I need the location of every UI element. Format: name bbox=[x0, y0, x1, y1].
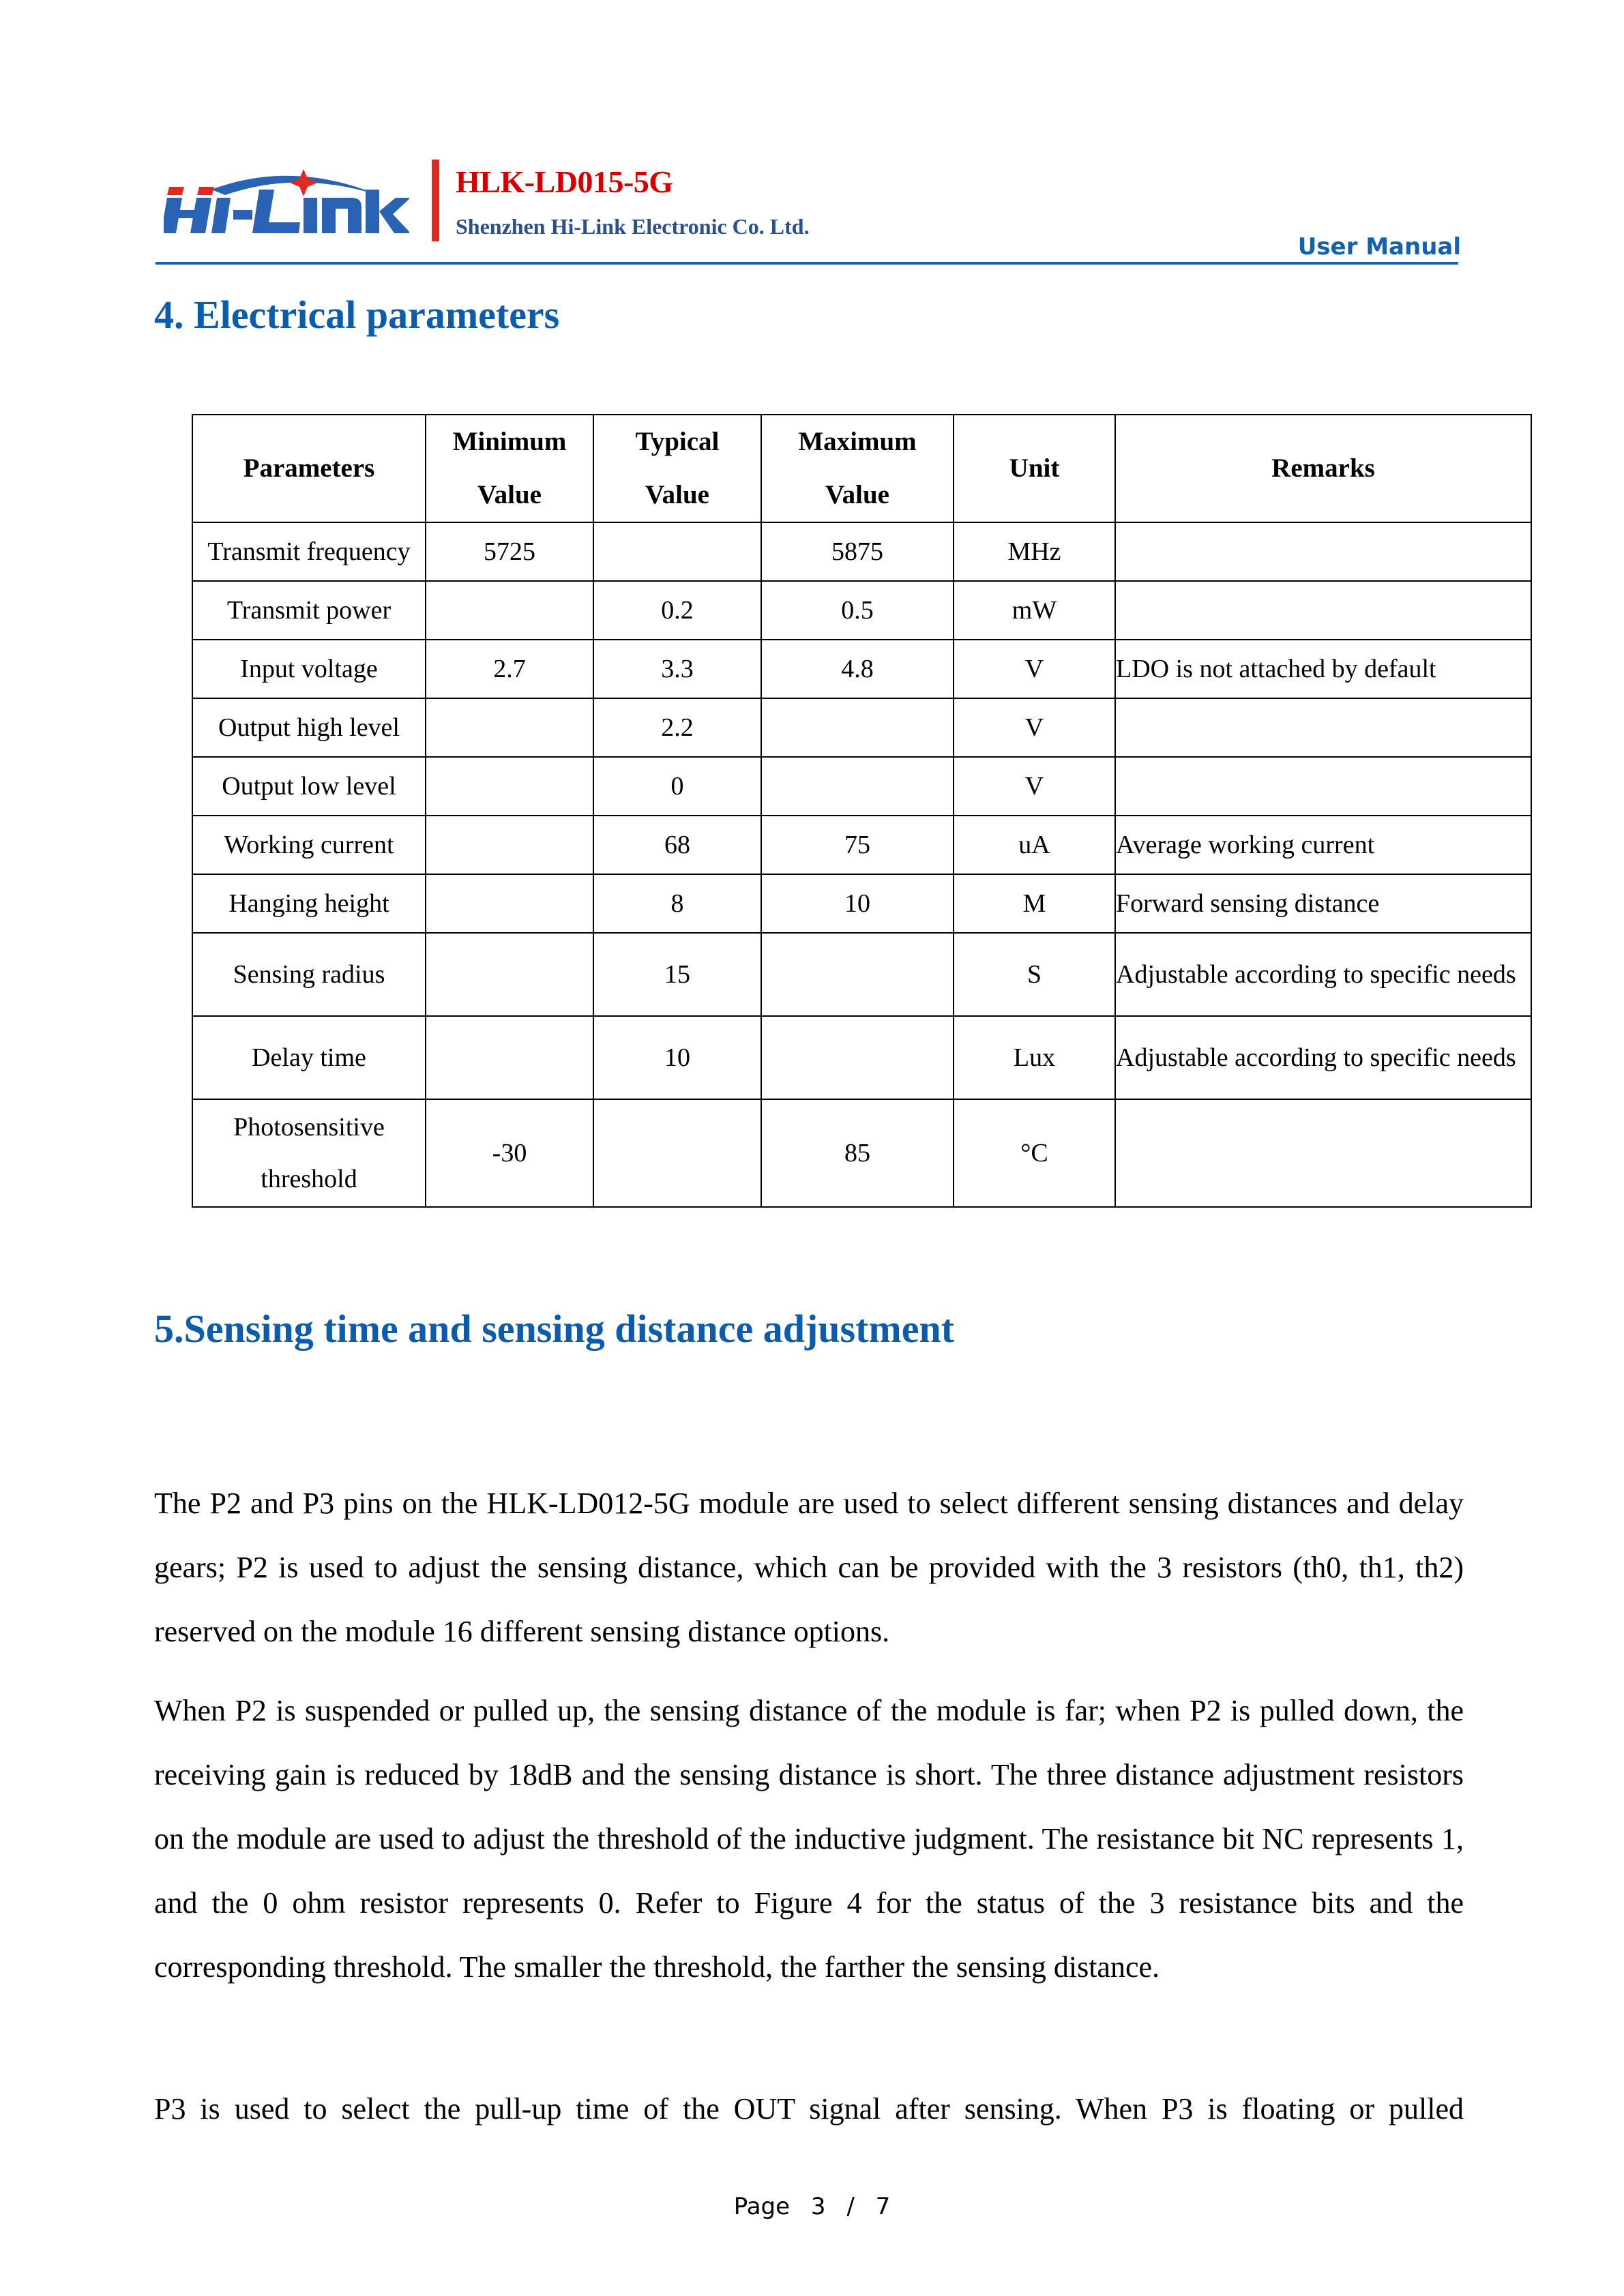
page-header bbox=[156, 154, 1461, 263]
cell-remarks: Average working current bbox=[1115, 816, 1531, 874]
cell-remarks: Forward sensing distance bbox=[1115, 874, 1531, 933]
header-rule bbox=[156, 262, 1458, 265]
cell-min bbox=[426, 933, 593, 1016]
cell-max: 5875 bbox=[761, 522, 954, 581]
paragraph: When P2 is suspended or pulled up, the sensing distance of the module is far; when P2 is pulled down, the receiving gain is reduced by 18dB and the sensing distance is short. The three distance adjustment resistors on the module are used to adjust the threshold of the inductive judgment. The resistance bit NC represents 1, and the 0 ohm resistor represents 0. Refer to Figure 4 for the status of the 3 resistance bits and the corresponding threshold. The smaller the threshold, the farther the sensing distance. bbox=[154, 1694, 1464, 1984]
table-row bbox=[192, 581, 1531, 640]
paragraph: The P2 and P3 pins on the HLK-LD012-5G module are used to select different sensing distances and delay gears; P2 is used to adjust the sensing distance, which can be provided with the 3 resistors (th0, th1, th2) reserved on the module 16 different sensing distance options. bbox=[154, 1487, 1464, 1648]
page-separator: / bbox=[846, 2193, 855, 2220]
cell-parameter: Transmit power bbox=[192, 581, 426, 640]
page-label: Page bbox=[733, 2193, 791, 2220]
cell-max: 10 bbox=[761, 874, 954, 933]
cell-parameter: Output high level bbox=[192, 698, 426, 757]
cell-min bbox=[426, 1016, 593, 1099]
table-row bbox=[192, 816, 1531, 874]
cell-max bbox=[761, 1016, 954, 1099]
header-typ-line2: Value bbox=[645, 480, 709, 509]
cell-remarks: Adjustable according to specific needs bbox=[1115, 1016, 1531, 1099]
cell-unit: V bbox=[954, 698, 1115, 757]
cell-remarks: LDO is not attached by default bbox=[1115, 640, 1531, 698]
header-min-line2: Value bbox=[477, 480, 542, 509]
cell-remarks: Adjustable according to specific needs bbox=[1115, 933, 1531, 1016]
page-current: 3 bbox=[810, 2193, 826, 2220]
product-name: HLK-LD015-5G bbox=[456, 164, 673, 199]
table-row bbox=[192, 1099, 1531, 1207]
cell-unit: V bbox=[954, 757, 1115, 816]
hi-link-logo bbox=[164, 162, 409, 237]
cell-min bbox=[426, 816, 593, 874]
cell-typ: 10 bbox=[593, 1016, 761, 1099]
header-remarks: Remarks bbox=[1115, 415, 1531, 522]
table-row bbox=[192, 1016, 1531, 1099]
cell-typ: 68 bbox=[593, 816, 761, 874]
cell-min bbox=[426, 874, 593, 933]
table-row bbox=[192, 933, 1531, 1016]
header-typical-value bbox=[593, 415, 761, 522]
cell-remarks bbox=[1115, 757, 1531, 816]
cell-max: 0.5 bbox=[761, 581, 954, 640]
doc-type-label: User Manual bbox=[1297, 233, 1461, 260]
cell-unit: mW bbox=[954, 581, 1115, 640]
cell-remarks bbox=[1115, 522, 1531, 581]
cell-max: 85 bbox=[761, 1099, 954, 1207]
cell-min bbox=[426, 581, 593, 640]
header-maximum-value bbox=[761, 415, 954, 522]
header-unit: Unit bbox=[954, 415, 1115, 522]
cell-typ: 0 bbox=[593, 757, 761, 816]
cell-min: -30 bbox=[426, 1099, 593, 1207]
page-footer bbox=[0, 2193, 1624, 2220]
cell-remarks bbox=[1115, 698, 1531, 757]
table-row bbox=[192, 874, 1531, 933]
header-minimum-value bbox=[426, 415, 593, 522]
paragraph: P3 is used to select the pull-up time of the OUT signal after sensing. When P3 is floating or pulled bbox=[154, 2092, 1464, 2126]
cell-unit: uA bbox=[954, 816, 1115, 874]
cell-unit: M bbox=[954, 874, 1115, 933]
cell-unit: MHz bbox=[954, 522, 1115, 581]
page-total: 7 bbox=[875, 2193, 891, 2220]
cell-parameter: Photosensitive threshold bbox=[192, 1099, 426, 1207]
cell-remarks bbox=[1115, 581, 1531, 640]
electrical-parameters-table bbox=[192, 414, 1532, 1208]
cell-unit: °C bbox=[954, 1099, 1115, 1207]
cell-typ: 3.3 bbox=[593, 640, 761, 698]
header-max-line1: Maximum bbox=[798, 427, 917, 456]
header-divider bbox=[432, 160, 439, 241]
header-max-line2: Value bbox=[825, 480, 889, 509]
header-min-line1: Minimum bbox=[452, 427, 567, 456]
table-row bbox=[192, 698, 1531, 757]
cell-remarks bbox=[1115, 1099, 1531, 1207]
cell-unit: V bbox=[954, 640, 1115, 698]
cell-min: 5725 bbox=[426, 522, 593, 581]
cell-typ: 8 bbox=[593, 874, 761, 933]
cell-parameter: Hanging height bbox=[192, 874, 426, 933]
cell-typ: 0.2 bbox=[593, 581, 761, 640]
cell-typ: 15 bbox=[593, 933, 761, 1016]
cell-parameter: Delay time bbox=[192, 1016, 426, 1099]
cell-max: 75 bbox=[761, 816, 954, 874]
cell-typ bbox=[593, 1099, 761, 1207]
cell-min bbox=[426, 698, 593, 757]
cell-unit: S bbox=[954, 933, 1115, 1016]
cell-min: 2.7 bbox=[426, 640, 593, 698]
cell-unit: Lux bbox=[954, 1016, 1115, 1099]
company-name: Shenzhen Hi-Link Electronic Co. Ltd. bbox=[456, 214, 810, 239]
cell-parameter: Transmit frequency bbox=[192, 522, 426, 581]
cell-max bbox=[761, 933, 954, 1016]
table-row bbox=[192, 640, 1531, 698]
header-typ-line1: Typical bbox=[635, 427, 720, 456]
cell-parameter: Output low level bbox=[192, 757, 426, 816]
cell-max bbox=[761, 698, 954, 757]
cell-max: 4.8 bbox=[761, 640, 954, 698]
section-5-heading: 5.Sensing time and sensing distance adjustment bbox=[154, 1307, 955, 1351]
cell-parameter: Sensing radius bbox=[192, 933, 426, 1016]
cell-min bbox=[426, 757, 593, 816]
section-4-heading: 4. Electrical parameters bbox=[154, 293, 560, 337]
cell-typ: 2.2 bbox=[593, 698, 761, 757]
table-header-row bbox=[192, 415, 1531, 522]
header-parameters: Parameters bbox=[192, 415, 426, 522]
cell-parameter: Working current bbox=[192, 816, 426, 874]
cell-max bbox=[761, 757, 954, 816]
cell-typ bbox=[593, 522, 761, 581]
table-row bbox=[192, 522, 1531, 581]
cell-parameter: Input voltage bbox=[192, 640, 426, 698]
table-row bbox=[192, 757, 1531, 816]
